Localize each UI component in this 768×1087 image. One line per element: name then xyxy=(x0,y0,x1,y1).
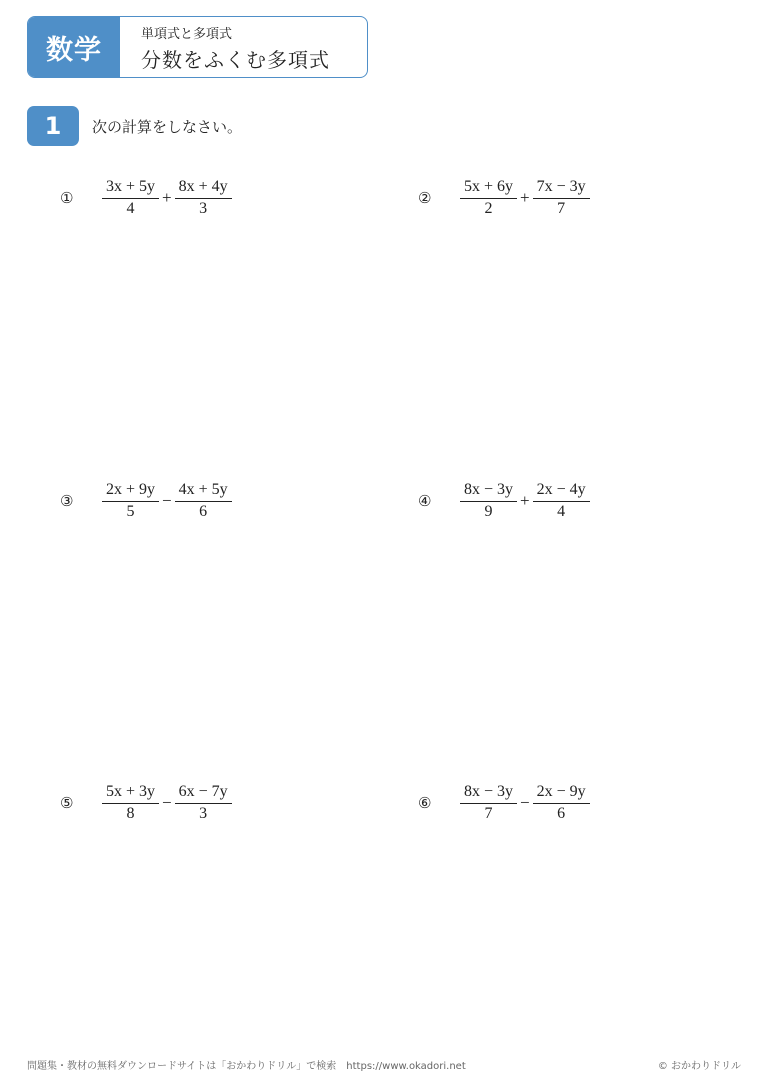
fraction-2 xyxy=(533,481,590,521)
subject-label: 数学 xyxy=(28,17,120,77)
problem-number: ⑥ xyxy=(418,794,432,812)
expression xyxy=(102,481,232,521)
question-number-badge: 1 xyxy=(27,106,79,146)
fraction-1 xyxy=(460,783,517,823)
operator: − xyxy=(162,491,172,510)
denominator: 6 xyxy=(199,503,208,520)
lesson-title: 分数をふくむ多項式 xyxy=(141,48,330,72)
numerator: 5x + 3y xyxy=(102,783,159,804)
numerator: 4x + 5y xyxy=(175,481,232,502)
fraction-2 xyxy=(533,178,590,218)
denominator: 6 xyxy=(557,805,566,822)
problem-number: ② xyxy=(418,189,432,207)
footer-copyright: © おかわりドリル xyxy=(657,1061,741,1072)
fraction-1 xyxy=(460,178,517,218)
problem-number: ④ xyxy=(418,492,432,510)
denominator: 4 xyxy=(557,503,566,520)
problem-number: ⑤ xyxy=(60,794,74,812)
numerator: 2x − 9y xyxy=(533,783,590,804)
numerator: 7x − 3y xyxy=(533,178,590,199)
denominator: 7 xyxy=(557,200,566,217)
denominator: 3 xyxy=(199,200,208,217)
operator: − xyxy=(162,793,172,812)
fraction-2 xyxy=(175,783,232,823)
fraction-1 xyxy=(102,178,159,218)
denominator: 2 xyxy=(484,200,493,217)
fraction-1 xyxy=(460,481,517,521)
question-instruction: 次の計算をしなさい。 xyxy=(92,118,243,136)
numerator: 5x + 6y xyxy=(460,178,517,199)
expression xyxy=(460,178,590,218)
operator: − xyxy=(520,793,530,812)
expression xyxy=(102,783,232,823)
worksheet-header xyxy=(27,16,368,78)
fraction-2 xyxy=(533,783,590,823)
problem-number: ① xyxy=(60,189,74,207)
numerator: 2x − 4y xyxy=(533,481,590,502)
numerator: 3x + 5y xyxy=(102,178,159,199)
problem-number: ③ xyxy=(60,492,74,510)
denominator: 3 xyxy=(199,805,208,822)
fraction-1 xyxy=(102,783,159,823)
denominator: 7 xyxy=(484,805,493,822)
numerator: 6x − 7y xyxy=(175,783,232,804)
numerator: 8x − 3y xyxy=(460,481,517,502)
fraction-2 xyxy=(175,481,232,521)
expression xyxy=(460,481,590,521)
denominator: 8 xyxy=(126,805,135,822)
numerator: 8x − 3y xyxy=(460,783,517,804)
fraction-1 xyxy=(102,481,159,521)
unit-title: 単項式と多項式 xyxy=(141,27,233,42)
numerator: 8x + 4y xyxy=(175,178,232,199)
operator: + xyxy=(162,188,172,207)
operator: + xyxy=(520,188,530,207)
denominator: 5 xyxy=(126,503,135,520)
footer-site-text: 問題集・教材の無料ダウンロードサイトは「おかわりドリル」で検索 https://www.okadori.net xyxy=(27,1061,466,1072)
numerator: 2x + 9y xyxy=(102,481,159,502)
expression xyxy=(102,178,232,218)
denominator: 9 xyxy=(484,503,493,520)
expression xyxy=(460,783,590,823)
fraction-2 xyxy=(175,178,232,218)
operator: + xyxy=(520,491,530,510)
denominator: 4 xyxy=(126,200,135,217)
